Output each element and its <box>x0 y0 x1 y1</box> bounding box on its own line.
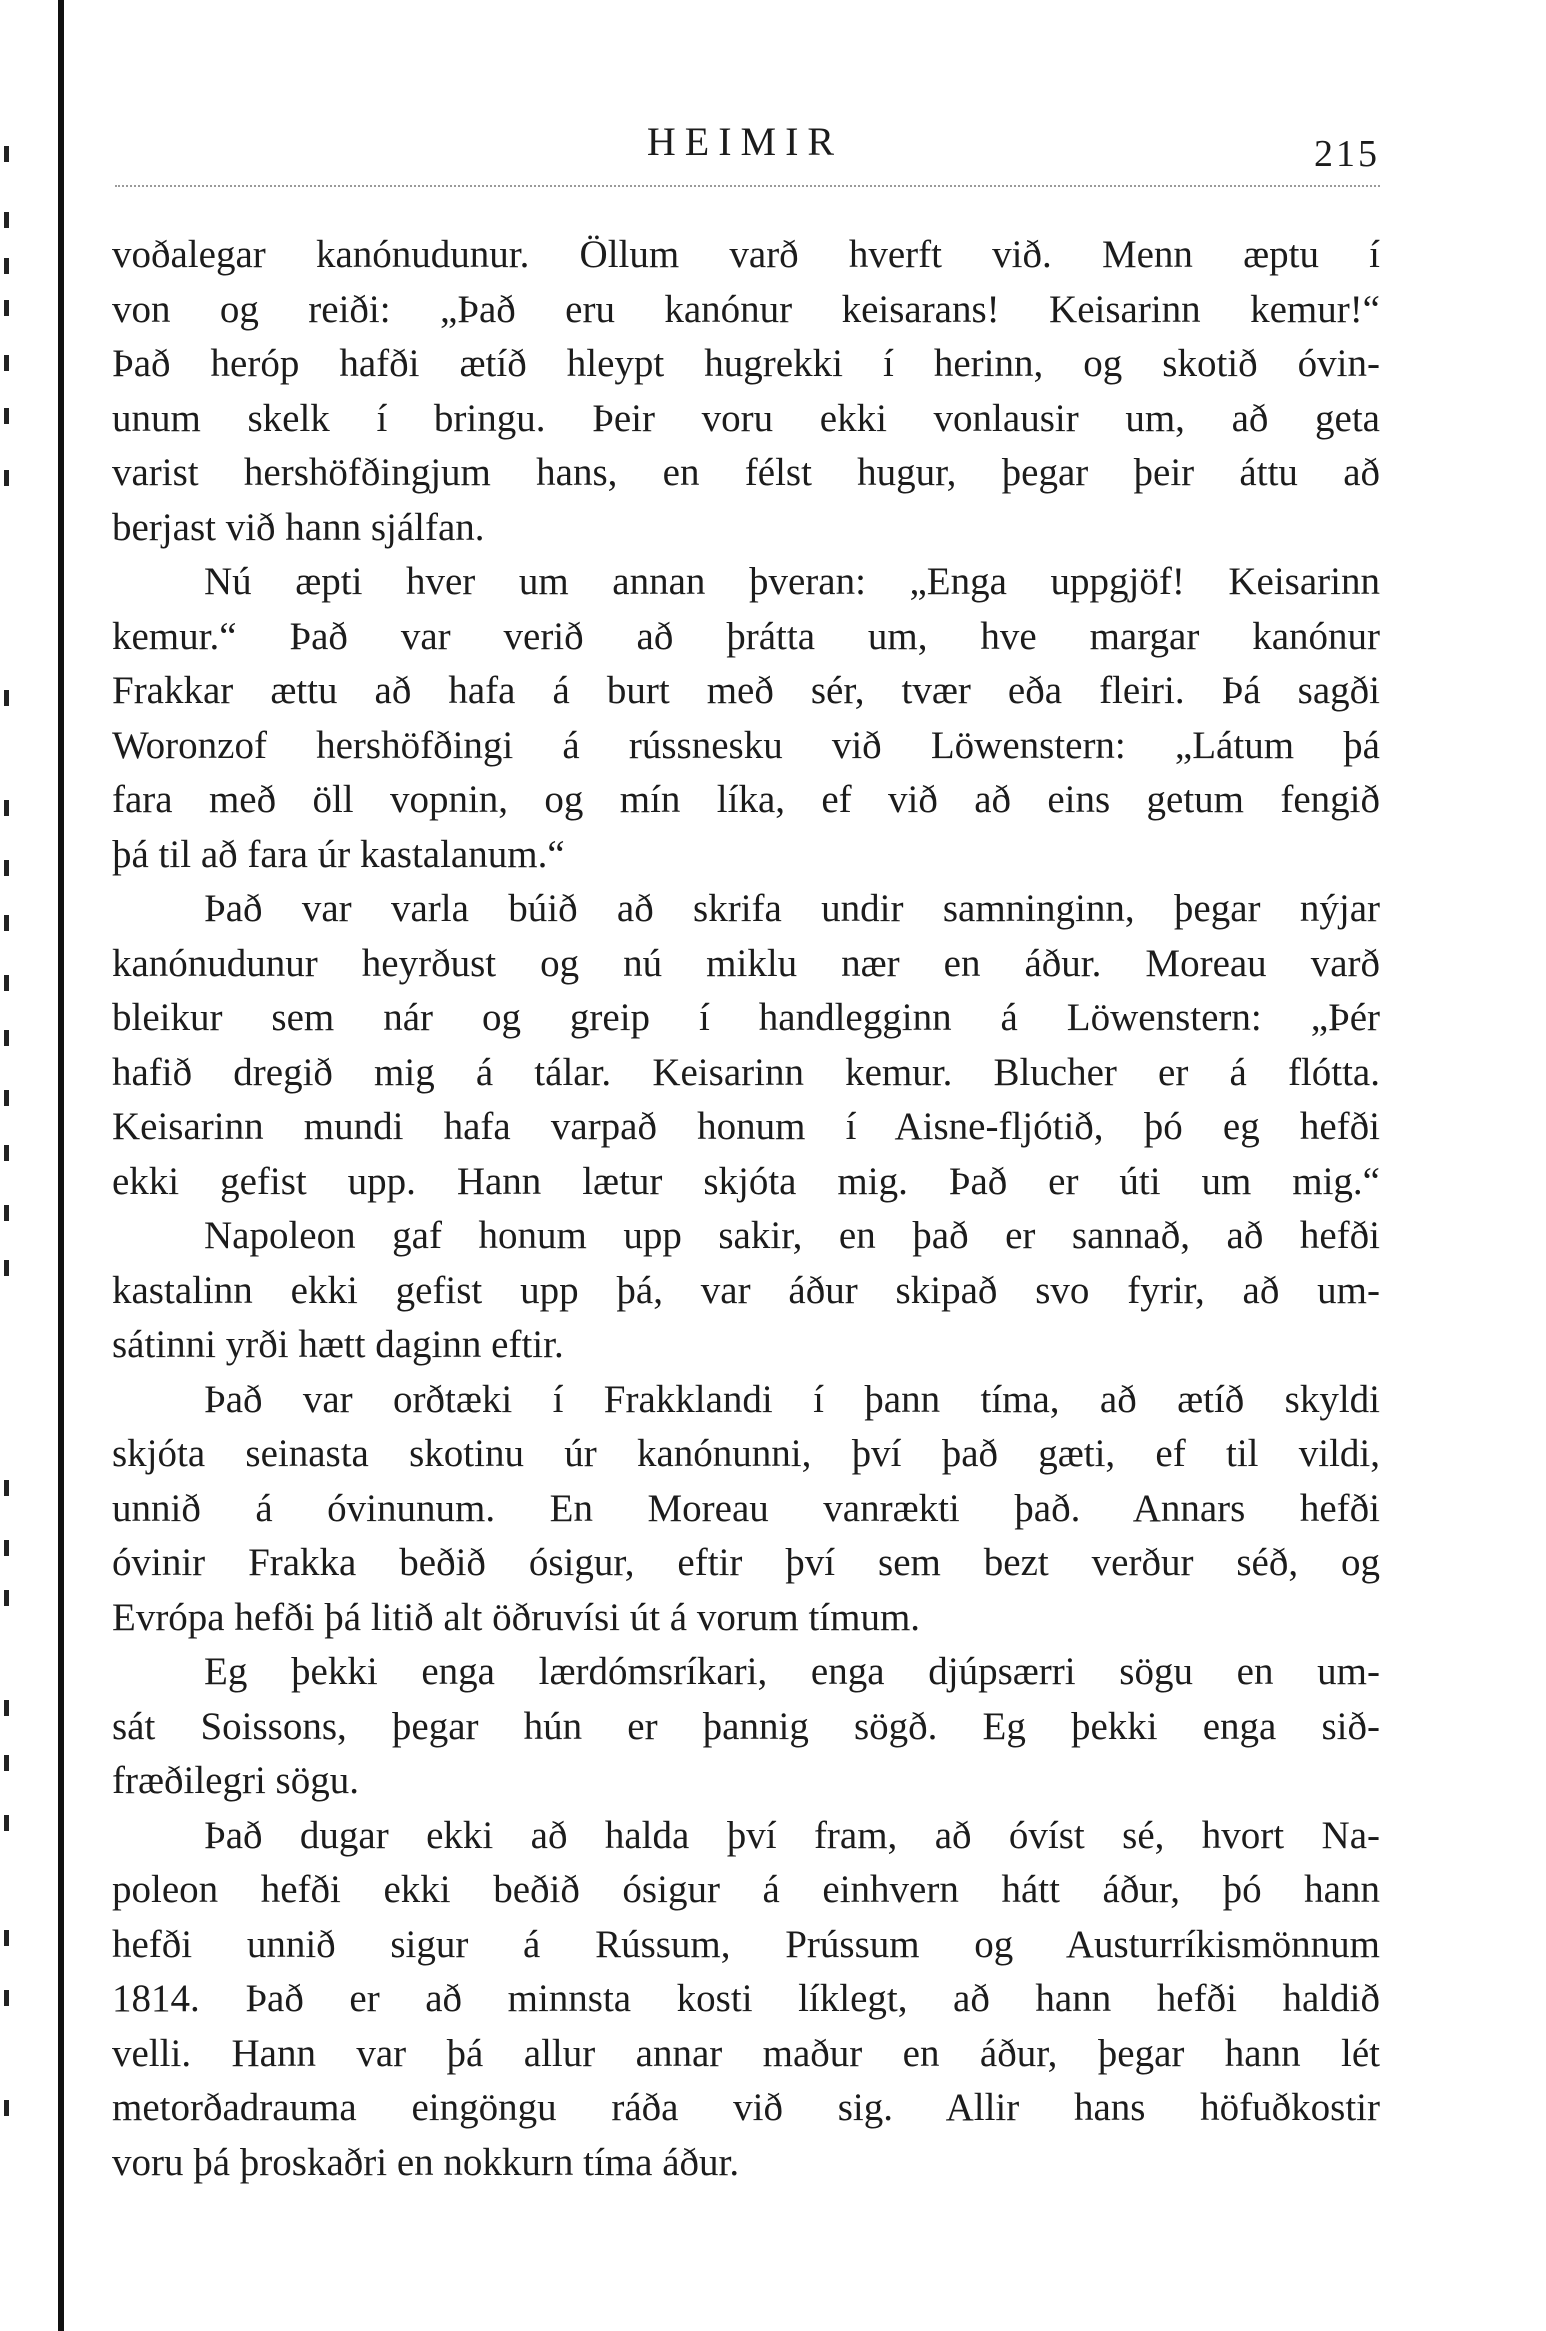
text-line: Nú æpti hver um annan þveran: „Enga uppgjöf! Keisarinn <box>204 560 1380 603</box>
running-head-title: HEIMIR <box>646 119 844 164</box>
scan-edge-mark <box>4 860 9 876</box>
text-line: unnið á óvinunum. En Moreau vanrækti það. Annars hefði <box>112 1486 1380 1530</box>
scan-edge-mark <box>4 975 9 991</box>
text-line: unum skelk í bringu. Þeir voru ekki vonlausir um, að geta <box>112 396 1380 440</box>
text-line: velli. Hann var þá allur annar maður en áður, þegar hann lét <box>112 2031 1380 2075</box>
text-line: fara með öll vopnin, og mín líka, ef við að eins getum fengið <box>112 778 1380 821</box>
scan-edge-mark <box>4 800 9 816</box>
scan-edge-mark <box>4 408 9 424</box>
binding-gutter-line <box>58 0 64 2331</box>
text-line: varist hershöfðingjum hans, en félst hugur, þegar þeir áttu að <box>112 451 1380 494</box>
text-line: kastalinn ekki gefist upp þá, var áður skipað svo fyrir, að um- <box>112 1268 1380 1312</box>
scan-edge-mark <box>4 300 9 316</box>
text-line: Evrópa hefði þá litið alt öðruvísi út á vorum tímum. <box>112 1595 921 1639</box>
text-line: hafið dregið mig á tálar. Keisarinn kemur. Blucher er á flótta. <box>112 1050 1380 1094</box>
text-line: Eg þekki enga lærdómsríkari, enga djúpsærri sögu en um- <box>204 1650 1380 1693</box>
text-line: Woronzof hershöfðingi á rússnesku við Löwenstern: „Látum þá <box>112 723 1380 767</box>
scan-edge-mark <box>4 690 9 706</box>
scan-edge-mark <box>4 1700 9 1716</box>
text-line: skjóta seinasta skotinu úr kanónunni, því það gæti, ef til vildi, <box>112 1432 1380 1475</box>
text-line: Það dugar ekki að halda því fram, að óvíst sé, hvort Na- <box>204 1813 1380 1857</box>
text-line: ekki gefist upp. Hann lætur skjóta mig. Það er úti um mig.“ <box>112 1159 1380 1203</box>
text-line: Napoleon gaf honum upp sakir, en það er sannað, að hefði <box>204 1214 1380 1257</box>
scan-edge-mark <box>4 1540 9 1556</box>
text-line: bleikur sem nár og greip í handlegginn á Löwenstern: „Þér <box>112 996 1380 1039</box>
text-line: sát Soissons, þegar hún er þannig sögð. Eg þekki enga sið- <box>112 1704 1380 1748</box>
text-line: poleon hefði ekki beðið ósigur á einhvern hátt áður, þó hann <box>112 1868 1380 1911</box>
header-rule <box>115 185 1380 187</box>
text-line: Það var orðtæki í Frakklandi í þann tíma, að ætíð skyldi <box>204 1377 1380 1421</box>
scan-edge-mark <box>4 470 9 486</box>
scan-edge-mark <box>4 1480 9 1496</box>
scan-edge-mark <box>4 1990 9 2006</box>
page-number: 215 <box>1314 133 1380 175</box>
scan-edge-mark <box>4 1205 9 1221</box>
text-line: hefði unnið sigur á Rússum, Prússum og Austurríkismönnum <box>112 1922 1380 1966</box>
scan-edge-mark <box>4 2100 9 2116</box>
text-line: kanónudunur heyrðust og nú miklu nær en áður. Moreau varð <box>112 941 1380 985</box>
text-line: sátinni yrði hætt daginn eftir. <box>112 1323 564 1366</box>
text-line: 1814. Það er að minnsta kosti líklegt, að hann hefði haldið <box>112 1977 1380 2020</box>
text-line: kemur.“ Það var verið að þrátta um, hve margar kanónur <box>112 614 1380 658</box>
text-line: Það var varla búið að skrifa undir samninginn, þegar nýjar <box>204 887 1380 930</box>
text-line: Það heróp hafði ætíð hleypt hugrekki í herinn, og skotið óvin- <box>112 342 1380 385</box>
scan-edge-mark <box>4 146 9 162</box>
scan-edge-mark <box>4 212 9 228</box>
scan-edge-mark <box>4 915 9 931</box>
scan-edge-mark <box>4 1090 9 1106</box>
scan-edge-mark <box>4 1755 9 1771</box>
text-line: von og reiði: „Það eru kanónur keisarans! Keisarinn kemur!“ <box>112 287 1380 331</box>
scan-edge-mark <box>4 258 9 274</box>
running-head <box>110 118 1380 178</box>
scan-edge-marks <box>0 0 24 2331</box>
scan-edge-mark <box>4 1815 9 1831</box>
text-line: voðalegar kanónudunur. Öllum varð hverft við. Menn æptu í <box>112 233 1380 276</box>
scan-edge-mark <box>4 1260 9 1276</box>
scan-edge-mark <box>4 1590 9 1606</box>
text-line: voru þá þroskaðri en nokkurn tíma áður. <box>112 2140 740 2184</box>
scan-edge-mark <box>4 1930 9 1946</box>
scan-edge-mark <box>4 1145 9 1161</box>
text-line: óvinir Frakka beðið ósigur, eftir því sem bezt verður séð, og <box>112 1541 1380 1584</box>
scan-edge-mark <box>4 355 9 371</box>
text-line: metorðadrauma eingöngu ráða við sig. Allir hans höfuðkostir <box>112 2086 1380 2129</box>
text-line: Frakkar ættu að hafa á burt með sér, tvær eða fleiri. Þá sagði <box>112 669 1380 712</box>
text-line: fræðilegri sögu. <box>112 1759 359 1802</box>
text-line: berjast við hann sjálfan. <box>112 505 485 549</box>
body-text <box>112 228 1380 2190</box>
text-line: Keisarinn mundi hafa varpað honum í Aisne-fljótið, þó eg hefði <box>112 1105 1380 1148</box>
text-line: þá til að fara úr kastalanum.“ <box>112 832 565 876</box>
scan-edge-mark <box>4 1030 9 1046</box>
